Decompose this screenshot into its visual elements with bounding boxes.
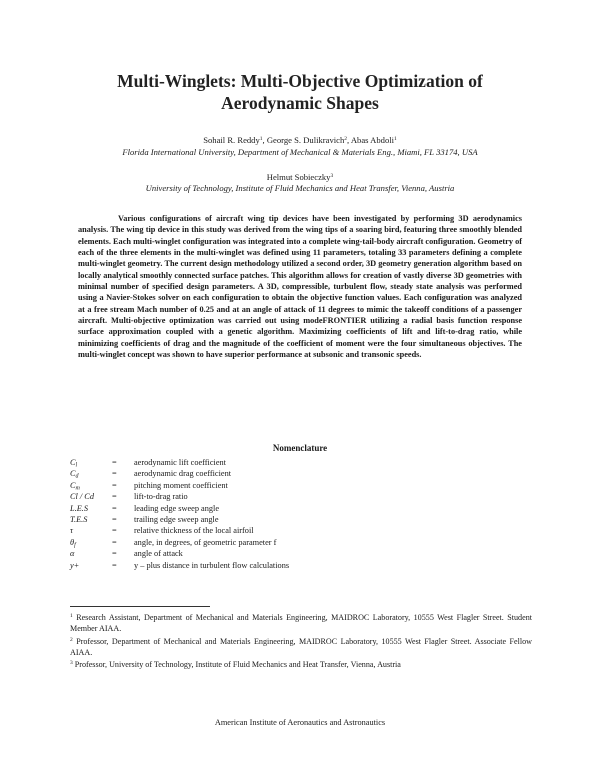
nomenclature-definition: relative thickness of the local airfoil [134,526,254,536]
footnote [70,611,532,635]
author-name: George S. Dulikravich [266,135,345,145]
nomenclature-symbol: y+ [70,560,80,570]
nomenclature-row [70,560,540,571]
nomenclature-row [70,457,540,468]
nomenclature-symbol: θf [70,537,76,549]
footnote-mark: 2 [70,636,73,643]
author-mark: 1 [259,136,263,142]
footnote-mark: 1 [70,613,73,619]
author-line: Sohail R. Reddy$^1$, George S. Dulikravich$^2$, Abas Abdoli$^1$ [203,135,397,145]
footnote-text: Research Assistant, Department of Mechanical and Materials Engineering, MAIDROC Laboratory, 10555 West Flagler Street. Student Member AIAA. [70,613,532,634]
nomenclature-row [70,537,540,548]
nomenclature-symbol: τ [70,526,73,536]
nomenclature-symbol: α [70,549,75,559]
nomenclature-definition: angle, in degrees, of geometric parameter f [134,537,277,547]
nomenclature-definition: lift-to-drag ratio [134,492,188,502]
nomenclature-symbol: Cd [70,469,79,480]
author-mark: 3 [330,173,334,179]
affiliation-1: Florida International University, Department of Mechanical & Materials Eng., Miami, FL 33174, USA [122,147,478,157]
nomenclature-definition: y – plus distance in turbulent flow calculations [134,560,290,570]
nomenclature-row [70,525,540,536]
author-name: Sohail R. Reddy [203,135,260,145]
nomenclature-definition: pitching moment coefficient [134,480,228,490]
nomenclature-symbol: L.E.S [70,503,88,513]
nomenclature-symbol: Cl [70,458,78,469]
nomenclature-definition: angle of attack [134,549,183,559]
equals-sign: = [112,560,117,570]
footnote-divider [70,606,210,607]
footnote-mark: 3 [70,660,73,667]
nomenclature-row [70,514,540,525]
equals-sign: = [112,469,117,479]
nomenclature-definition: aerodynamic drag coefficient [134,469,232,479]
author-name: Abas Abdoli [350,135,395,145]
nomenclature-symbol: T.E.S [70,514,88,524]
equals-sign: = [112,480,117,490]
paper-title: Multi-Winglets: Multi-Objective Optimization of Aerodynamic Shapes [117,71,483,113]
equals-sign: = [112,503,117,513]
equals-sign: = [112,492,117,502]
nomenclature-row [70,480,540,491]
nomenclature-symbol: Cl / Cd [70,492,94,502]
nomenclature-definition: aerodynamic lift coefficient [134,458,226,467]
equals-sign: = [112,526,117,536]
affiliation-2: University of Technology, Institute of Fluid Mechanics and Heat Transfer, Vienna, Austria [145,183,455,193]
equals-sign: = [112,549,117,559]
equals-sign: = [112,537,117,547]
footnote [70,635,532,659]
footnote-text: Professor, University of Technology, Institute of Fluid Mechanics and Heat Transfer, Vienna, Austria [74,660,401,670]
author-name: Helmut Sobieczky [266,172,331,182]
nomenclature-definition: trailing edge sweep angle [134,514,219,524]
author-mark: 1 [394,136,397,142]
nomenclature-definition: leading edge sweep angle [134,503,220,513]
equals-sign: = [112,514,117,524]
nomenclature-symbol: Cm [70,480,80,492]
footnote [70,658,532,670]
nomenclature-heading: Nomenclature [272,443,328,453]
page-footer: American Institute of Aeronautics and Astronautics [214,718,386,727]
abstract: Various configurations of aircraft wing tip devices have been investigated by performing 3D aerodynamics analysis. The wing tip device in this study was derived from the wing tips of a soaring bird, featuring three smoothly blended elements. Each multi-winglet configuration was integrated into a complete wing-tail-body aircraft configuration. Geometry of each of the three elements in the multi-winglet was defined using 11 parameters, totaling 33 parameters defining a complete multi-winglet geometry. The current design methodology utilized a second order, 3D geometry generation algorithm based on locally analytical smoothly connected surface patches. This algorithm allows for creation of vastly diverse 3D geometries with minimal number of specified design parameters. A 3D, compressible, turbulent flow, steady state analysis was performed using a Navier-Stokes solver on each configuration to obtain the objective function values. Each configuration was analyzed at a free stream Mach number of 0.25 and at an angle of attack of 11 degrees to mimic the takeoff conditions of a passenger aircraft. Multi-objective optimization was carried out using modeFRONTIER utilizing a radial basis function response surface approximation coupled with a genetic algorithm. Maximizing coefficients of lift and lift-to-drag ratio, while minimizing coefficients of drag and the magnitude of the coefficient of moment were the four simultaneous objectives. The multi-winglet concept was shown to have superior performance at subsonic and transonic speeds. [78,214,522,360]
equals-sign: = [112,458,117,467]
footnote-text: Professor, Department of Mechanical and Materials Engineering, MAIDROC Laboratory, 10555 West Flagler Street. Associate Fellow AIAA. [70,636,532,657]
footnotes [70,611,532,670]
nomenclature-list [70,457,540,571]
nomenclature-row [70,548,540,559]
nomenclature-row [70,503,540,514]
nomenclature-row [70,468,540,479]
nomenclature-row [70,491,540,502]
author-mark: 2 [344,136,347,142]
